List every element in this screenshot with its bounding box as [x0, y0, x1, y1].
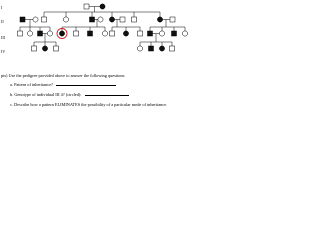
gen2-male-affected — [20, 17, 25, 22]
gen2-female — [63, 17, 68, 22]
gen3-male-affected — [38, 31, 43, 36]
gen4-male — [54, 46, 59, 51]
gen4-female-affected — [159, 46, 164, 51]
gen4-male — [170, 46, 175, 51]
gen3-male — [18, 31, 23, 36]
generation-label-4: IV — [1, 49, 6, 54]
question-b — [10, 92, 129, 97]
gen4-female — [137, 46, 142, 51]
gen3-female — [182, 31, 187, 36]
generation-label-2: II — [1, 19, 4, 24]
gen3-male — [74, 31, 79, 36]
gen3-female-affected-III4 — [59, 31, 64, 36]
question-c-letter: c. — [10, 102, 13, 107]
gen4-male-affected — [149, 46, 154, 51]
question-intro: pts) Use the pedigree provided above to answer the following questions: — [1, 73, 126, 78]
generation-label-1: I — [1, 5, 3, 10]
gen3-male-affected — [172, 31, 177, 36]
pedigree-diagram — [0, 0, 200, 62]
gen2-female-affected — [109, 17, 114, 22]
gen2-male — [42, 17, 47, 22]
generation-label-3: III — [1, 35, 5, 40]
gen2-female — [98, 17, 103, 22]
gen2-male — [132, 17, 137, 22]
gen3-female — [159, 31, 164, 36]
gen2-male-affected — [90, 17, 95, 22]
question-a — [10, 82, 116, 87]
gen4-female-affected — [42, 46, 47, 51]
answer-b-blank[interactable] — [85, 92, 129, 96]
question-c-text: Describe how a pattern ELIMINATES the possibility of a particular mode of inheritance. — [14, 102, 168, 107]
gen3-female — [27, 31, 32, 36]
gen2-male — [120, 17, 125, 22]
gen1-female-affected — [100, 4, 105, 9]
gen3-male — [138, 31, 143, 36]
gen3-male-affected — [148, 31, 153, 36]
gen3-female — [102, 31, 107, 36]
question-c — [10, 102, 167, 107]
gen4-male — [32, 46, 37, 51]
question-a-letter: a. — [10, 82, 13, 87]
gen2-male — [170, 17, 175, 22]
gen2-female — [33, 17, 38, 22]
question-b-letter: b. — [10, 92, 14, 97]
gen3-male-affected — [88, 31, 93, 36]
question-b-text: Genotype of individual III 4? (circled): — [14, 92, 82, 97]
gen3-female — [47, 31, 52, 36]
question-a-text: Pattern of inheritance? — [14, 82, 53, 87]
gen2-female-affected — [157, 17, 162, 22]
gen3-male — [110, 31, 115, 36]
gen3-female-affected — [123, 31, 128, 36]
answer-a-blank[interactable] — [56, 82, 116, 86]
gen1-male — [84, 4, 89, 9]
